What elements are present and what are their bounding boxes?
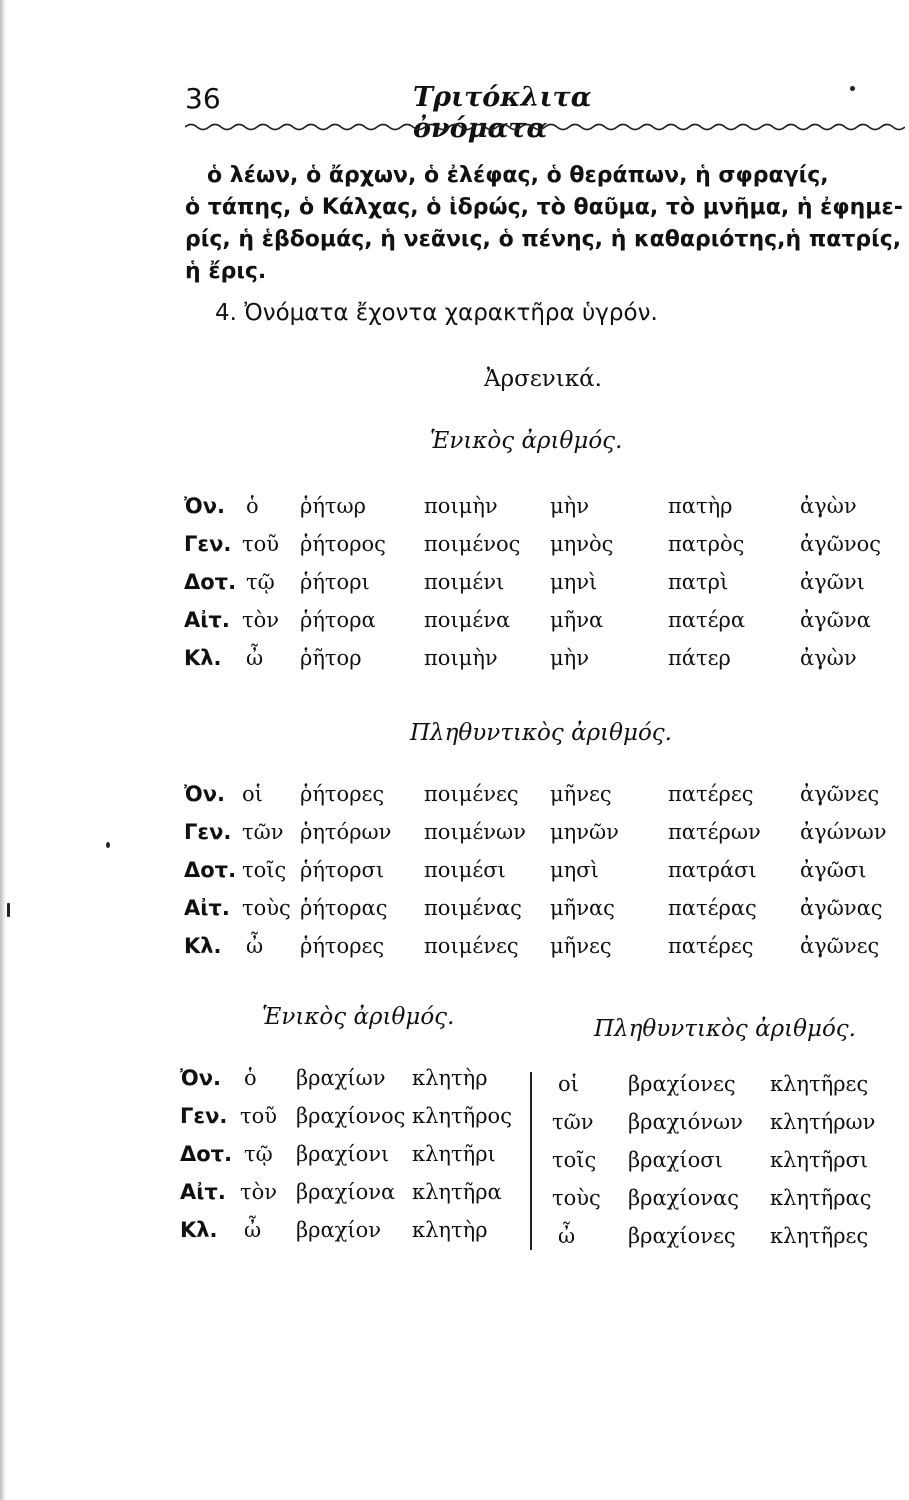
article: τῶν [552, 1110, 594, 1134]
word-cell: πατέρες [668, 934, 754, 958]
article: τοῖς [552, 1148, 597, 1172]
plural-heading-2: Πληθυντικὸς ἀριθμός. [594, 1016, 856, 1042]
word-cell: πατέρες [668, 782, 754, 806]
word-cell: ποιμένας [424, 896, 522, 920]
running-title: Τριτόκλιτα ὀνόματα [413, 82, 592, 144]
article: ὦ [558, 1224, 576, 1248]
word-cell: βραχίονες [628, 1072, 736, 1096]
word-cell: βραχίονα [296, 1180, 396, 1204]
word-cell: ῥήτορες [300, 782, 385, 806]
word-cell: ποιμένι [424, 570, 505, 594]
word-cell: μηνὸς [550, 532, 614, 556]
word-cell: κλητῆρος [412, 1104, 512, 1128]
word-cell: πατὴρ [668, 494, 733, 518]
case-label: Ὀν. [184, 494, 226, 518]
article: τοῦ [242, 532, 280, 556]
word-cell: ῥήτορι [300, 570, 370, 594]
header-wavy-rule [185, 120, 905, 134]
paragraph-line: ἡ ἔρις. [185, 259, 267, 284]
word-cell: μησὶ [550, 858, 599, 882]
article: ὦ [246, 934, 264, 958]
noun-list-paragraph [185, 160, 905, 288]
case-label: Δοτ. [184, 858, 237, 882]
page-number: 36 [185, 82, 221, 115]
article: τὸν [240, 1180, 278, 1204]
word-cell: ποιμένων [424, 820, 526, 844]
word-cell: ἀγῶνες [800, 934, 880, 958]
word-cell: βραχιόνων [628, 1110, 743, 1134]
word-cell: ἀγὼν [800, 646, 857, 670]
article: τοῦ [240, 1104, 278, 1128]
word-cell: ῥήτορα [300, 608, 376, 632]
article: ὦ [246, 646, 264, 670]
word-cell: ἀγῶνι [800, 570, 865, 594]
word-cell: μηνῶν [550, 820, 619, 844]
word-cell: ἀγὼν [800, 494, 857, 518]
article: ὦ [244, 1218, 262, 1242]
word-cell: ῥήτορος [300, 532, 386, 556]
word-cell: βραχίονας [628, 1186, 739, 1210]
word-cell: βραχίον [296, 1218, 382, 1242]
word-cell: ῥῆτορ [300, 646, 362, 670]
word-cell: μῆνα [550, 608, 604, 632]
word-cell: ποιμένα [424, 608, 511, 632]
word-cell: βραχίοσι [628, 1148, 723, 1172]
word-cell: πάτερ [668, 646, 731, 670]
article: τῶν [242, 820, 284, 844]
word-cell: κλητῆρσι [770, 1148, 869, 1172]
case-label: Αἰτ. [180, 1180, 226, 1204]
word-cell: βραχίονες [628, 1224, 736, 1248]
word-cell: ποιμένες [424, 934, 519, 958]
case-label: Αἰτ. [184, 896, 230, 920]
word-cell: μηνὶ [550, 570, 598, 594]
word-cell: μῆνας [550, 896, 615, 920]
word-cell: κλητῆρι [412, 1142, 496, 1166]
word-cell: πατέρων [668, 820, 761, 844]
singular-heading-1: Ἑνικὸς ἀριθμός. [430, 428, 623, 454]
word-cell: ποιμὴν [424, 646, 498, 670]
article: τὸν [242, 608, 280, 632]
word-cell: κλητῆρες [770, 1224, 869, 1248]
word-cell: ῥητόρων [300, 820, 392, 844]
word-cell: ῥήτωρ [300, 494, 367, 518]
article: οἱ [558, 1072, 579, 1096]
case-label: Ὀν. [180, 1066, 222, 1090]
case-label: Δοτ. [184, 570, 237, 594]
word-cell: ῥήτορας [300, 896, 388, 920]
word-cell: ῥήτορες [300, 934, 385, 958]
case-label: Γεν. [184, 820, 232, 844]
plural-heading-1: Πληθυντικὸς ἀριθμός. [410, 720, 672, 746]
ink-speck [106, 842, 110, 848]
word-cell: ἀγῶνα [800, 608, 871, 632]
word-cell: μὴν [550, 646, 589, 670]
gender-heading: Ἀρσενικά. [484, 366, 602, 392]
word-cell: ἀγῶνες [800, 782, 880, 806]
singular-heading-2: Ἑνικὸς ἀριθμός. [262, 1004, 455, 1030]
case-label: Γεν. [184, 532, 232, 556]
article: τῷ [246, 570, 275, 594]
paragraph-line: ὁ λέων, ὁ ἄρχων, ὁ ἐλέφας, ὁ θεράπων, ἡ σφραγίς, [207, 163, 829, 188]
word-cell: κλητὴρ [412, 1066, 488, 1090]
word-cell: βραχίων [296, 1066, 386, 1090]
article: τῷ [244, 1142, 273, 1166]
page-header [185, 78, 725, 144]
word-cell: μὴν [550, 494, 589, 518]
case-label: Κλ. [180, 1218, 218, 1242]
word-cell: ῥήτορσι [300, 858, 385, 882]
word-cell: πατρὸς [668, 532, 745, 556]
word-cell: κλητὴρ [412, 1218, 488, 1242]
article: τοῖς [242, 858, 287, 882]
case-label: Κλ. [184, 646, 222, 670]
word-cell: ποιμένες [424, 782, 519, 806]
ink-speck [7, 903, 10, 917]
word-cell: πατράσι [668, 858, 757, 882]
case-label: Γεν. [180, 1104, 228, 1128]
word-cell: πατέρα [668, 608, 746, 632]
case-label: Κλ. [184, 934, 222, 958]
word-cell: ἀγώνων [800, 820, 887, 844]
article: τοὺς [552, 1186, 601, 1210]
ink-speck [850, 86, 855, 91]
article: ὁ [244, 1066, 257, 1090]
article: τοὺς [242, 896, 291, 920]
word-cell: ποιμένος [424, 532, 521, 556]
word-cell: πατέρας [668, 896, 757, 920]
case-label: Ὀν. [184, 782, 226, 806]
case-label: Δοτ. [180, 1142, 233, 1166]
paragraph-line: ρίς, ἡ ἑβδομάς, ἡ νεᾶνις, ὁ πένης, ἡ καθαριότης,ἡ πατρίς, [185, 227, 902, 252]
word-cell: μῆνες [550, 934, 612, 958]
article: οἱ [242, 782, 263, 806]
word-cell: κλητῆρες [770, 1072, 869, 1096]
word-cell: πατρὶ [668, 570, 729, 594]
word-cell: ποιμὴν [424, 494, 498, 518]
word-cell: ἀγῶνος [800, 532, 882, 556]
word-cell: κλητήρων [770, 1110, 876, 1134]
paragraph-line: ὁ τάπης, ὁ Κάλχας, ὁ ἱδρώς, τὸ θαῦμα, τὸ μνῆμα, ἡ ἐφημε- [185, 195, 903, 220]
article: ὁ [246, 494, 259, 518]
word-cell: κλητῆρα [412, 1180, 502, 1204]
word-cell: βραχίονι [296, 1142, 390, 1166]
word-cell: ποιμέσι [424, 858, 506, 882]
case-label: Αἰτ. [184, 608, 230, 632]
word-cell: κλητῆρας [770, 1186, 872, 1210]
word-cell: μῆνες [550, 782, 612, 806]
section-heading: 4. Ὀνόματα ἔχοντα χαρακτῆρα ὑγρόν. [215, 300, 658, 326]
word-cell: βραχίονος [296, 1104, 406, 1128]
page-edge-shadow [0, 0, 6, 1500]
column-divider [530, 1072, 532, 1250]
word-cell: ἀγῶνας [800, 896, 883, 920]
word-cell: ἀγῶσι [800, 858, 867, 882]
